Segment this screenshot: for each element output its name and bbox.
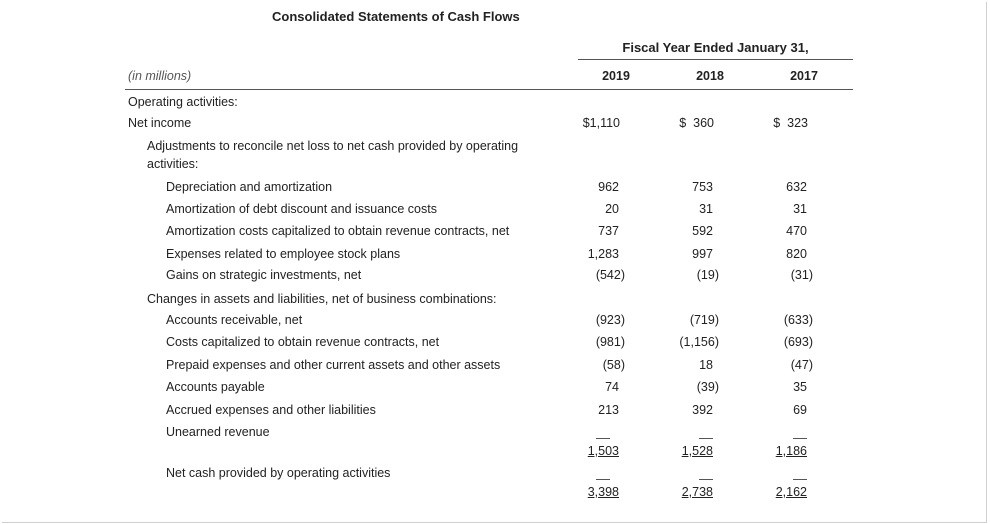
gains-2018: (19) bbox=[696, 268, 719, 282]
net-income-2019: $1,110 bbox=[582, 116, 620, 130]
prepaid-2019: (58) bbox=[602, 358, 625, 372]
unearned-2019: 1,503 bbox=[587, 444, 619, 458]
prepaid-2017: (47) bbox=[790, 358, 813, 372]
net-income-2017: $ 323 bbox=[773, 116, 808, 130]
costs-capitalized-2017: (693) bbox=[783, 335, 813, 349]
unearned-label: Unearned revenue bbox=[166, 425, 270, 439]
net-cash-tick-2017 bbox=[793, 479, 807, 480]
receivable-2019: (923) bbox=[595, 313, 625, 327]
statement-title: Consolidated Statements of Cash Flows bbox=[272, 9, 520, 24]
period-header-rule bbox=[578, 59, 853, 60]
costs-capitalized-2019: (981) bbox=[595, 335, 625, 349]
net-cash-2018: 2,738 bbox=[681, 485, 713, 499]
net-cash-2017: 2,162 bbox=[775, 485, 807, 499]
stock-plans-2017: 820 bbox=[786, 247, 807, 261]
accrued-2019: 213 bbox=[598, 403, 619, 417]
gains-label: Gains on strategic investments, net bbox=[166, 268, 362, 282]
prepaid-2018: 18 bbox=[699, 358, 713, 372]
costs-capitalized-label: Costs capitalized to obtain revenue contracts, net bbox=[166, 335, 440, 349]
gains-2017: (31) bbox=[790, 268, 813, 282]
depreciation-2018: 753 bbox=[692, 180, 713, 194]
adjustments-label-line1: Adjustments to reconcile net loss to net cash provided by operating bbox=[147, 139, 519, 153]
net-cash-2019: 3,398 bbox=[587, 485, 619, 499]
stock-plans-2018: 997 bbox=[692, 247, 713, 261]
year-2018-header: 2018 bbox=[696, 69, 724, 83]
stock-plans-label: Expenses related to employee stock plans bbox=[166, 247, 401, 261]
payable-2017: 35 bbox=[793, 380, 807, 394]
depreciation-2017: 632 bbox=[786, 180, 807, 194]
depreciation-2019: 962 bbox=[598, 180, 619, 194]
payable-2018: (39) bbox=[696, 380, 719, 394]
net-cash-tick-2019 bbox=[596, 479, 610, 480]
header-rule bbox=[125, 89, 853, 90]
adjustments-label-line2: activities: bbox=[147, 157, 199, 171]
payable-label: Accounts payable bbox=[166, 380, 265, 394]
amort-costs-2017: 470 bbox=[786, 224, 807, 238]
debt-discount-2017: 31 bbox=[793, 202, 807, 216]
accrued-label: Accrued expenses and other liabilities bbox=[166, 403, 376, 417]
prepaid-label: Prepaid expenses and other current assets and other assets bbox=[166, 358, 501, 372]
unearned-tick-2018 bbox=[699, 438, 713, 439]
amort-costs-2018: 592 bbox=[692, 224, 713, 238]
net-cash-tick-2018 bbox=[699, 479, 713, 480]
year-2017-header: 2017 bbox=[790, 69, 818, 83]
units-label: (in millions) bbox=[128, 69, 192, 83]
net-income-2018: $ 360 bbox=[679, 116, 714, 130]
receivable-2017: (633) bbox=[783, 313, 813, 327]
receivable-2018: (719) bbox=[689, 313, 719, 327]
operating-activities-label: Operating activities: bbox=[128, 95, 238, 109]
accrued-2017: 69 bbox=[793, 403, 807, 417]
amort-costs-2019: 737 bbox=[598, 224, 619, 238]
unearned-2018: 1,528 bbox=[681, 444, 713, 458]
unearned-tick-2019 bbox=[596, 438, 610, 439]
payable-2019: 74 bbox=[605, 380, 619, 394]
net-cash-label: Net cash provided by operating activities bbox=[166, 466, 391, 480]
accrued-2018: 392 bbox=[692, 403, 713, 417]
amort-costs-label: Amortization costs capitalized to obtain revenue contracts, net bbox=[166, 224, 510, 238]
unearned-2017: 1,186 bbox=[775, 444, 807, 458]
stock-plans-2019: 1,283 bbox=[587, 247, 619, 261]
debt-discount-2018: 31 bbox=[699, 202, 713, 216]
period-header: Fiscal Year Ended January 31, bbox=[622, 40, 809, 55]
depreciation-label: Depreciation and amortization bbox=[166, 180, 333, 194]
year-2019-header: 2019 bbox=[602, 69, 630, 83]
costs-capitalized-2018: (1,156) bbox=[679, 335, 719, 349]
receivable-label: Accounts receivable, net bbox=[166, 313, 303, 327]
debt-discount-label: Amortization of debt discount and issuance costs bbox=[166, 202, 437, 216]
changes-label: Changes in assets and liabilities, net of business combinations: bbox=[147, 292, 497, 306]
debt-discount-2019: 20 bbox=[605, 202, 619, 216]
gains-2019: (542) bbox=[595, 268, 625, 282]
unearned-tick-2017 bbox=[793, 438, 807, 439]
net-income-label: Net income bbox=[128, 116, 192, 130]
